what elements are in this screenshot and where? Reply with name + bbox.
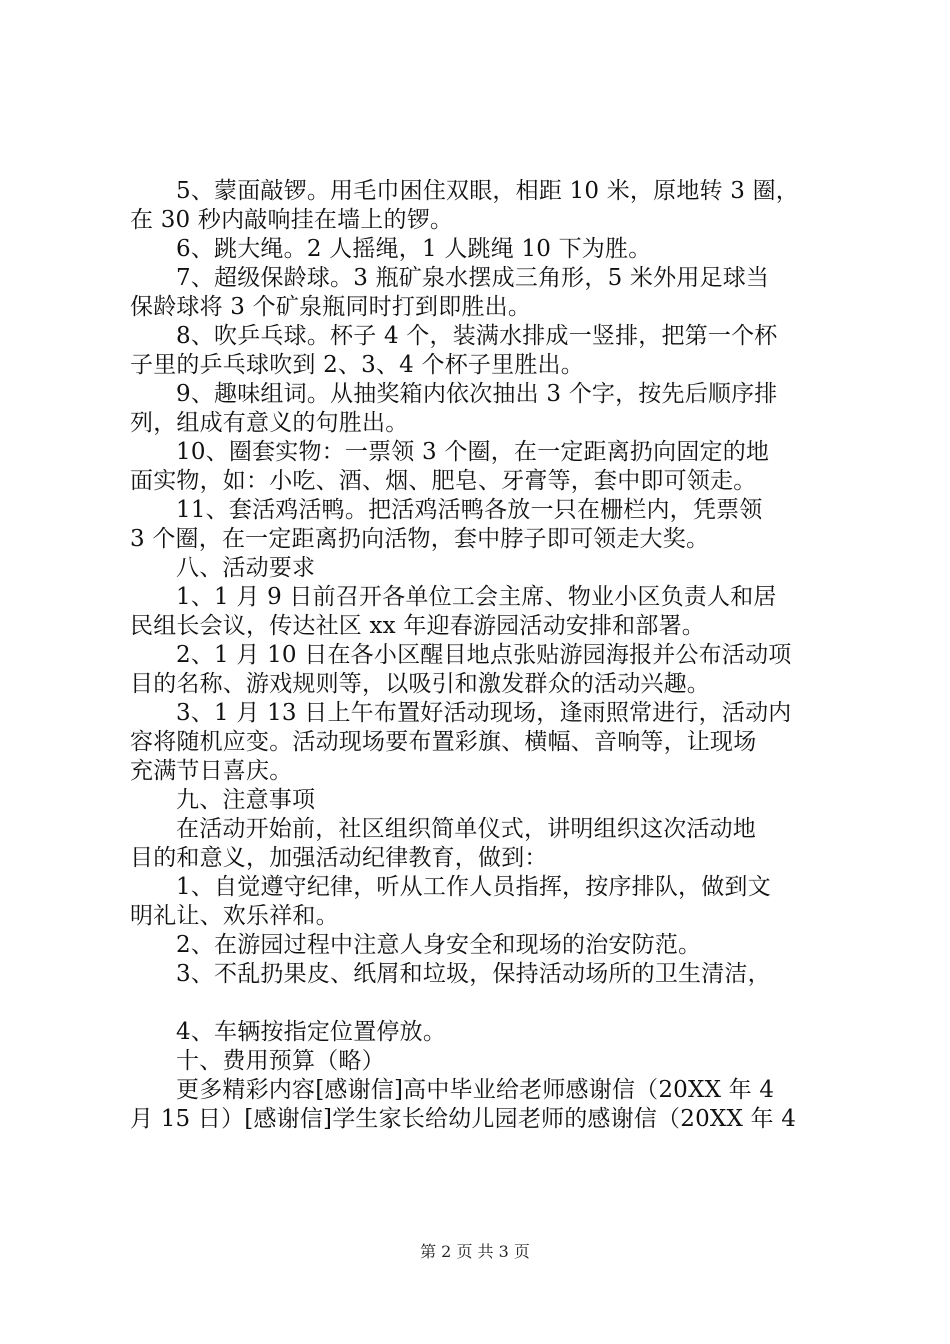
paragraph-line: 目的和意义，加强活动纪律教育，做到： <box>130 845 548 871</box>
paragraph-line: 在 30 秒内敲响挂在墙上的锣。 <box>130 207 454 233</box>
paragraph-line: 子里的乒乓球吹到 2、3、4 个杯子里胜出。 <box>130 352 584 378</box>
paragraph-line: 面实物，如：小吃、酒、烟、肥皂、牙膏等，套中即可领走。 <box>130 468 757 494</box>
paragraph-line: 月 15 日）[感谢信]学生家长给幼儿园老师的感谢信（20XX 年 4 <box>130 1106 797 1132</box>
section-heading: 十、费用预算（略） <box>176 1048 385 1074</box>
page-footer: 第 2 页 共 3 页 <box>420 1242 530 1261</box>
paragraph-line: 列，组成有意义的句胜出。 <box>130 410 409 436</box>
paragraph-line: 容将随机应变。活动现场要布置彩旗、横幅、音响等，让现场 <box>130 729 757 755</box>
paragraph-line: 10、圈套实物：一票领 3 个圈，在一定距离扔向固定的地 <box>176 439 770 465</box>
section-heading: 八、活动要求 <box>176 555 316 581</box>
paragraph-line: 6、跳大绳。2 人摇绳，1 人跳绳 10 下为胜。 <box>176 236 652 262</box>
paragraph-line: 1、自觉遵守纪律，听从工作人员指挥，按序排队，做到文 <box>176 874 771 900</box>
section-heading: 九、注意事项 <box>176 787 316 813</box>
document-body <box>130 177 830 1134</box>
paragraph-line: 4、车辆按指定位置停放。 <box>176 1019 447 1045</box>
paragraph-line: 保龄球将 3 个矿泉瓶同时打到即胜出。 <box>130 294 532 320</box>
paragraph-line: 在活动开始前，社区组织简单仪式，讲明组织这次活动地 <box>176 816 756 842</box>
paragraph-line: 5、蒙面敲锣。用毛巾困住双眼，相距 10 米，原地转 3 圈， <box>176 178 799 204</box>
paragraph-line: 3、1 月 13 日上午布置好活动现场，逢雨照常进行，活动内 <box>176 700 792 726</box>
paragraph-line: 3 个圈，在一定距离扔向活物，套中脖子即可领走大奖。 <box>130 526 710 552</box>
paragraph-line: 9、趣味组词。从抽奖箱内依次抽出 3 个字，按先后顺序排 <box>176 381 778 407</box>
paragraph-line: 1、1 月 9 日前召开各单位工会主席、物业小区负责人和居 <box>176 584 777 610</box>
paragraph-line: 充满节日喜庆。 <box>130 758 293 784</box>
paragraph-line: 11、套活鸡活鸭。把活鸡活鸭各放一只在栅栏内，凭票领 <box>176 497 763 523</box>
paragraph-line: 明礼让、欢乐祥和。 <box>130 903 339 929</box>
paragraph-line: 3、不乱扔果皮、纸屑和垃圾，保持活动场所的卫生清洁， <box>176 961 771 987</box>
paragraph-line: 目的名称、游戏规则等，以吸引和激发群众的活动兴趣。 <box>130 671 710 697</box>
paragraph-line: 民组长会议，传达社区 xx 年迎春游园活动安排和部署。 <box>130 613 705 639</box>
paragraph-line: 更多精彩内容[感谢信]高中毕业给老师感谢信（20XX 年 4 <box>176 1077 775 1103</box>
paragraph-line: 7、超级保龄球。3 瓶矿泉水摆成三角形，5 米外用足球当 <box>176 265 770 291</box>
blank-line <box>130 989 830 1018</box>
paragraph-line: 2、在游园过程中注意人身安全和现场的治安防范。 <box>176 932 702 958</box>
paragraph-line: 8、吹乒乓球。杯子 4 个，装满水排成一竖排，把第一个杯 <box>176 323 778 349</box>
paragraph-line: 2、1 月 10 日在各小区醒目地点张贴游园海报并公布活动项 <box>176 642 792 668</box>
